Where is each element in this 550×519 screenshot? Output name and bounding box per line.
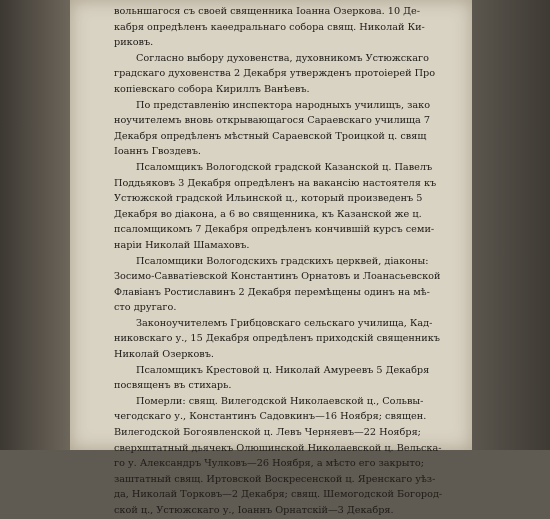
text-line: го у. Александръ Чулковъ—26 Ноября, а мѣсто его закрыто;	[114, 458, 424, 470]
text-line: Николай Озерковъ.	[114, 349, 215, 361]
text-line: Декабря во діакона, а 6 во священника, къ Казанской же ц.	[114, 208, 422, 220]
text-line: Законоучителемъ Грибцовскаго сельскаго училища, Кад-	[136, 317, 433, 329]
text-line: Согласно выбору духовенства, духовникомъ Устюжскаго	[136, 52, 429, 64]
text-line: чегодскаго у., Константинъ Садовкинъ—16 Ноября; священ.	[114, 411, 427, 423]
text-line: вольншагося съ своей священника Іоанна Озеркова. 10 Де-	[114, 6, 421, 17]
text-line: Іоаннъ Гвоздевъ.	[114, 146, 201, 158]
text-line: По представленію инспектора народныхъ училищъ, зако	[136, 99, 431, 111]
text-line: Поддьяковъ 3 Декабря опредѣленъ на вакансію настоятеля къ	[114, 177, 437, 189]
text-line: копіевскаго собора Кириллъ Ванѣевъ.	[114, 83, 310, 95]
text-line: да, Николай Торковъ—2 Декабря; свящ. Шемогодской Богород-	[114, 489, 443, 501]
text-line: градскаго духовенства 2 Декабря утвержденъ протоіерей Про	[114, 68, 436, 80]
text-line: ской ц., Устюжскаго у., Іоаннъ Орнатскій—3 Декабря.	[114, 505, 394, 516]
text-line: посвященъ въ стихарь.	[114, 380, 232, 392]
text-line: ноучителемъ вновь открывающагося Сараевскаго училища 7	[114, 115, 431, 127]
document-body	[114, 4, 466, 519]
text-line: риковъ.	[114, 37, 154, 49]
text-line: Псаломщики Вологодскихъ градскихъ церквей, діаконы:	[136, 255, 429, 267]
book-edge	[472, 0, 550, 450]
text-line: наріи Николай Шамаховъ.	[114, 239, 250, 251]
text-line: сто другаго.	[114, 302, 177, 314]
text-line: Флавіанъ Ростиславинъ 2 Декабря перемѣщены одинъ на мѣ-	[114, 286, 430, 298]
text-line: Вилегодской Богоявленской ц. Левъ Черняевъ—22 Ноября;	[114, 427, 421, 439]
text-line: сверхштатный дьячекъ Олюшинской Николаевской ц. Вельска-	[114, 442, 442, 454]
text-line: Псаломщикъ Крестовой ц. Николай Амуреевъ 5 Декабря	[136, 364, 430, 376]
text-line: Декабря опредѣленъ мѣстный Сараевской Троицкой ц. свящ	[114, 130, 427, 142]
text-line: Померли: свящ. Вилегодской Николаевской ц., Сольвы-	[136, 395, 424, 407]
book-gutter	[0, 0, 70, 450]
document-page	[70, 0, 472, 516]
text-line: псаломщикомъ 7 Декабря опредѣленъ кончившій курсъ семи-	[114, 224, 435, 236]
text-line: кабря опредѣленъ каѳедральнаго собора свящ. Николай Ки-	[114, 21, 425, 33]
text-line: никовскаго у., 15 Декабря опредѣленъ приходскій священникъ	[114, 333, 440, 345]
text-line: Устюжской градской Ильинской ц., который произведенъ 5	[114, 193, 423, 205]
text-line: Псаломщикъ Вологодской градской Казанской ц. Павелъ	[136, 161, 433, 173]
text-line: заштатный свящ. Иртовской Воскресенской ц. Яренскаго уѣз-	[114, 473, 436, 485]
text-line: Зосимо-Савватіевской Константинъ Орнатовъ и Лоанасьевской	[114, 271, 441, 283]
